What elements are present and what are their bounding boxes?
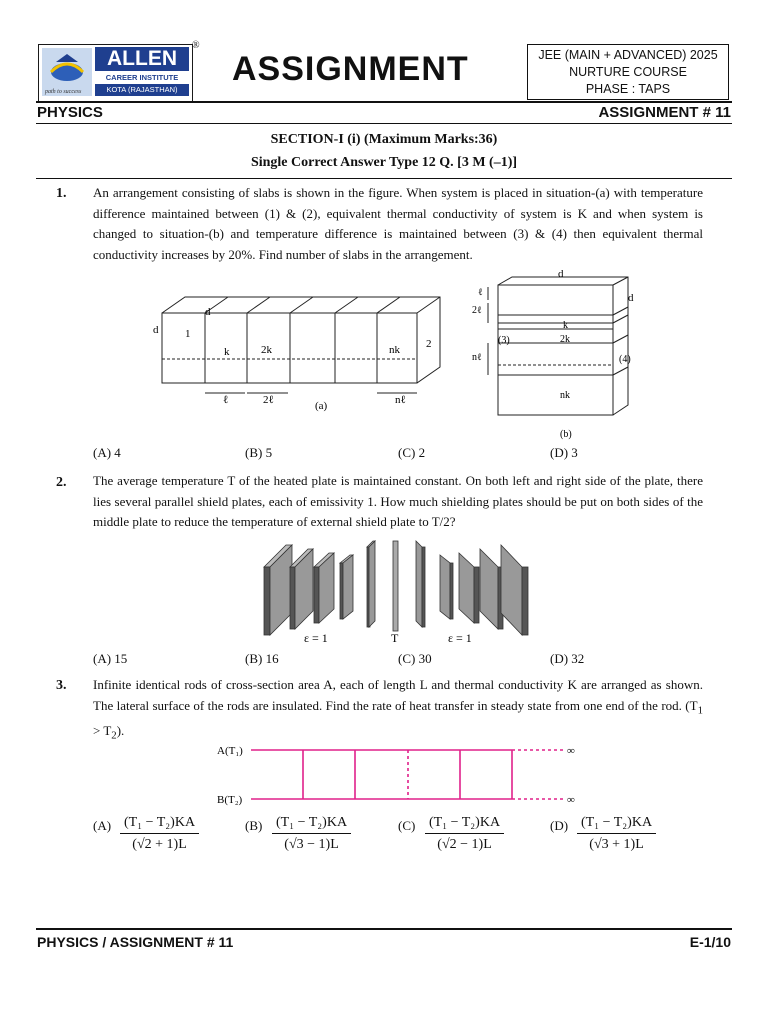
- fig-b-k2: 2k: [560, 334, 570, 345]
- fraction-numerator: (T₁ − T₂)KA: [577, 815, 656, 834]
- subscript-1: 1: [697, 704, 703, 717]
- assignment-number: ASSIGNMENT # 11: [598, 104, 731, 121]
- option-c-label[interactable]: (C): [398, 818, 416, 833]
- fig-b-l1: ℓ: [478, 287, 483, 298]
- option-c[interactable]: (C) 2: [398, 445, 426, 460]
- option-d-label[interactable]: (D): [550, 818, 569, 833]
- fig-b-kn: nk: [560, 390, 570, 401]
- course-line: PHASE : TAPS: [585, 82, 671, 96]
- slabs-figure-b: [470, 265, 640, 445]
- option-c-fraction[interactable]: [425, 815, 504, 853]
- fig-a-ln: nℓ: [395, 394, 406, 406]
- shield-plates-figure: [256, 537, 536, 647]
- page-title: ASSIGNMENT: [232, 50, 469, 88]
- option-d[interactable]: (D) 32: [550, 651, 585, 666]
- question-number: 3.: [56, 678, 67, 693]
- option-a[interactable]: (A) 4: [93, 445, 121, 460]
- logo-line1: CAREER INSTITUTE: [105, 73, 179, 82]
- allen-logo: [38, 44, 193, 102]
- logo-tagline: path to success: [45, 89, 82, 95]
- fig-b-d-top: d: [558, 268, 564, 280]
- fig-a-l1: ℓ: [223, 394, 229, 406]
- fraction-denominator: (√3 − 1)L: [284, 837, 339, 852]
- fraction-numerator: (T₁ − T₂)KA: [425, 815, 504, 834]
- fig-a-k2: 2k: [261, 344, 272, 356]
- infinity-bottom: ∞: [567, 794, 575, 806]
- rod-end-b-label: B(T₂): [217, 794, 243, 806]
- option-a[interactable]: (A) 15: [93, 651, 128, 666]
- option-a-fraction[interactable]: [120, 815, 199, 853]
- left-emissivity-label: ε = 1: [304, 631, 328, 645]
- question-text-end: ).: [116, 722, 125, 738]
- fraction-denominator: (√2 − 1)L: [437, 837, 492, 852]
- course-info-box: [527, 44, 729, 100]
- option-b-label[interactable]: (B): [245, 818, 263, 833]
- logo-brand: ALLEN: [95, 47, 189, 71]
- section-divider: [36, 178, 732, 179]
- option-a-label[interactable]: (A): [93, 818, 112, 833]
- option-b-fraction[interactable]: [272, 815, 351, 853]
- fig-a-d-top: d: [205, 306, 211, 318]
- fig-b-caption: (b): [560, 429, 572, 440]
- fig-b-k1: k: [563, 320, 568, 331]
- fraction-denominator: (√2 + 1)L: [132, 837, 187, 852]
- fig-b-l2: 2ℓ: [472, 305, 482, 316]
- fig-b-ln: nℓ: [472, 352, 482, 363]
- fraction-denominator: (√3 + 1)L: [589, 837, 644, 852]
- fig-a-caption: (a): [315, 400, 328, 412]
- fraction-numerator: (T₁ − T₂)KA: [120, 815, 199, 834]
- question-text-mid: > T: [93, 722, 112, 738]
- section-subtitle: Single Correct Answer Type 12 Q. [3 M (–1)]: [250, 155, 518, 170]
- right-emissivity-label: ε = 1: [448, 631, 472, 645]
- question-number: 2.: [56, 475, 67, 490]
- fig-b-d-side: d: [628, 292, 634, 304]
- header-divider: [36, 101, 732, 103]
- fig-a-face1: 1: [185, 328, 191, 340]
- fig-b-face3: (3): [498, 335, 510, 346]
- fig-a-k1: k: [224, 346, 230, 358]
- fig-a-kn: nk: [389, 344, 400, 356]
- fig-a-face2: 2: [426, 338, 432, 350]
- rod-end-a-label: A(T₁): [217, 745, 243, 757]
- fig-a-l2: 2ℓ: [263, 394, 274, 406]
- section-title: SECTION-I (i) (Maximum Marks:36): [270, 132, 498, 147]
- fig-a-d-side: d: [153, 324, 159, 336]
- question-text: An arrangement consisting of slabs is shown in the figure. When system is placed in situation-(a) with temperature difference maintained between (1) & (2), equivalent thermal conductivity of system is K and when system is changed to situation-(b) and temperature difference is maintained between (3) & (4) then equivalent thermal conductivity increases by 20%. Find number of slabs in the arrangement.: [93, 185, 703, 262]
- logo-line2: KOTA (RAJASTHAN): [95, 84, 189, 96]
- question-text-main: Infinite identical rods of cross-section area A, each of length L and thermal conductivity K are arranged as shown. The lateral surface of the rods are insulated. Find the rate of heat transfer in steady state from one end of the rod. (T: [93, 677, 703, 713]
- course-line: NURTURE COURSE: [569, 65, 687, 79]
- fig-b-face4: (4): [619, 354, 631, 365]
- option-c[interactable]: (C) 30: [398, 651, 432, 666]
- subscript-2: 2: [111, 729, 117, 742]
- slabs-figure-a: [145, 285, 475, 415]
- infinite-rods-figure: [215, 740, 585, 810]
- subheader-divider: [36, 123, 732, 124]
- option-d-fraction[interactable]: [577, 815, 656, 853]
- fraction-numerator: (T₁ − T₂)KA: [272, 815, 351, 834]
- subject-label: PHYSICS: [37, 104, 103, 121]
- footer-assignment-label: PHYSICS / ASSIGNMENT # 11: [37, 934, 234, 950]
- footer-divider: [36, 928, 732, 930]
- registered-mark: ®: [192, 40, 200, 51]
- question-number: 1.: [56, 186, 67, 201]
- infinity-top: ∞: [567, 745, 575, 757]
- question-text: [93, 675, 703, 746]
- center-temperature-label: T: [391, 631, 399, 645]
- question-text: The average temperature T of the heated plate is maintained constant. On both left and right side of the plate, there lies several parallel shield plates, each of emissivity 1. How much shielding plates should be put on both sides of the middle plate to reduce the temperature of external shield plate to T/2?: [93, 473, 703, 529]
- option-d[interactable]: (D) 3: [550, 445, 578, 460]
- course-line: JEE (MAIN + ADVANCED) 2025: [538, 48, 718, 62]
- option-b[interactable]: (B) 16: [245, 651, 279, 666]
- page-number: E-1/10: [689, 934, 731, 950]
- option-b[interactable]: (B) 5: [245, 445, 273, 460]
